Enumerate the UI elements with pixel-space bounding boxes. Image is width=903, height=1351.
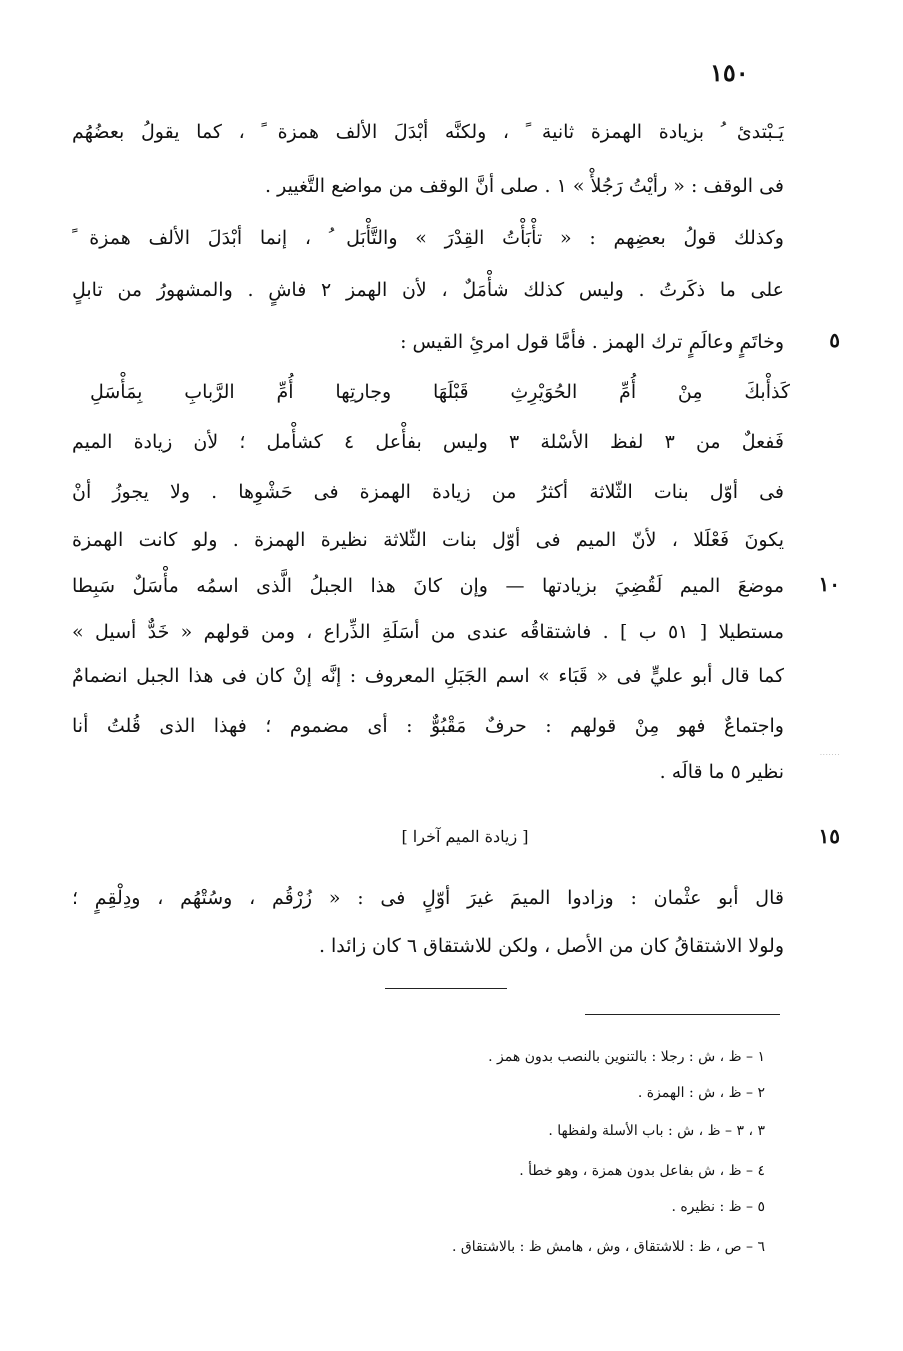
footnote: ٤ – ظ ، ش بفاعل بدون همزة ، وهو خطأ . [519, 1163, 765, 1179]
body-line: يَـبْتدئ ُ بزيادة الهمزة ثانية ً ، ولكنَّه أبْدَلَ الألف همزة ً ، كما يقولُ بعضُهُم [72, 121, 784, 143]
page-number: ١٥٠ [710, 58, 749, 87]
body-line: على ما ذكَرتُ . وليس كذلك شأْمَلٌ ، لأن الهمز ٢ فاشٍ . والمشهورُ من تابلٍ [72, 279, 784, 301]
body-line: يكونَ فَعْلَلا ، لأنّ الميم فى أوّل بنات الثّلاثة نظيرة الهمزة . ولو كانت الهمزة [72, 529, 784, 551]
footnote: ٦ – ص ، ظ : للاشتقاق ، وش ، هامش ظ : بالاشتقاق . [451, 1239, 765, 1255]
body-line: وخاتَمٍ وعالَمٍ ترك الهمز . فأمَّا قول امرئِ القيس : [400, 331, 784, 353]
margin-smudge: ······· [820, 752, 841, 759]
separator-rule [385, 988, 507, 989]
footnote-rule [585, 1014, 780, 1015]
body-line: قال أبو عثْمان : وزادوا الميمَ غيرَ أوّلٍ فى : « زُرْقُم ، وسُتْهُم ، ودِلْقِمٍ ؛ [72, 887, 784, 909]
footnote: ٢ – ظ ، ش : الهمزة . [637, 1085, 765, 1101]
body-line: فى أوّل بنات الثّلاثة أكثرُ من زيادة الهمزة فى حَشْوِها . ولا يجوزُ أنْ [72, 481, 784, 503]
margin-line-number: ١٠ [818, 572, 840, 596]
footnote: ٥ – ظ : نظيره . [671, 1199, 765, 1215]
body-line: نظير ٥ ما قالَه . [659, 761, 784, 783]
body-line: مستطيلا [ ٥١ ب ] . فاشتقاقُه عندى من أسَلَةِ الذِّراع ، ومن قولهم « خَدٌّ أسيل » [72, 621, 784, 643]
section-heading: [ زيادة الميم آخرا ] [401, 827, 529, 846]
body-line: وكذلك قولُ بعضِهم : « تأْبَأْتُ القِدْرَ » والتَّأْبَل ُ ، إنما أبْدَلَ الألف همزة ً [72, 227, 784, 249]
body-line: فى الوقف : « رأيْتُ رَجُلأْ » ١ . صلى أنَّ الوقف من مواضع التَّغيير . [265, 175, 784, 197]
body-line: موضعَ الميم لَقُضِيَ بزيادتها — وإن كانَ هذا الجبلُ الَّذى اسمُه مأْسَلٌ سَبِطا [72, 575, 784, 597]
body-line: فَفعلٌ من ٣ لفظ الأسْلة ٣ وليس بفأْعل ٤ كشأْمل ؛ لأن زيادة الميم [72, 431, 784, 453]
margin-line-number: ٥ [829, 328, 840, 352]
body-line: واجتماعٌ فهو مِنْ قولهم : حرفٌ مَقْبُوٌّ : أى مضموم ؛ فهذا الذى قُلتُ أنا [72, 715, 784, 737]
body-line: ولولا الاشتقاقُ كان من الأصل ، ولكن للاشتقاق ٦ كان زائدا . [318, 935, 784, 957]
poetry-verse: كَذأْبكَ مِنْ أُمِّ الحُوَيْرِثِ قَبْلَهَا وجارتِها أُمِّ الرَّبابِ بِمَأْسَلِ [90, 381, 790, 403]
body-line: كما قال أبو عليٍّ فى « قَبَاء » اسم الجَبَلِ المعروف : إنَّه إنْ كان فى هذا الجبل انضمامٌ [72, 665, 784, 687]
margin-line-number: ١٥ [818, 824, 840, 848]
footnote: ١ – ظ ، ش : رجلا : بالتنوين بالنصب بدون همز . [488, 1049, 765, 1065]
footnote: ٣ ، ٣ – ظ ، ش : باب الأسلة ولفظها . [548, 1123, 765, 1139]
